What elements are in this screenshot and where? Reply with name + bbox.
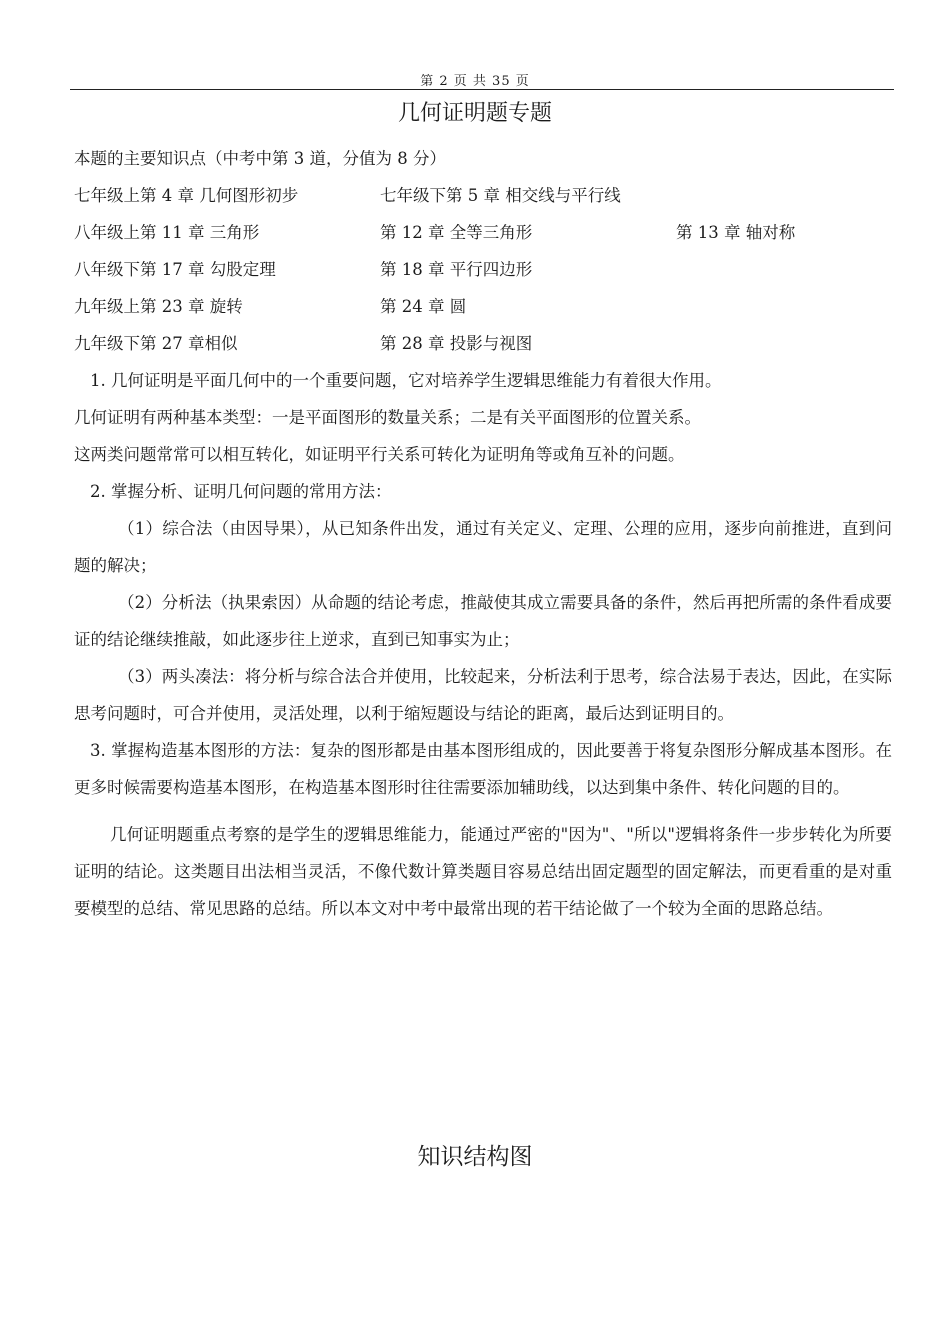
chapter-cell: 九年级下第 27 章相似 [74, 334, 238, 353]
chapter-cell: 七年级上第 4 章 几何图形初步 [74, 186, 299, 205]
method-2: （2）分析法（执果索因）从命题的结论考虑，推敲使其成立需要具备的条件，然后再把所需的条件看成要证的结论继续推敲，如此逐步往上逆求，直到已知事实为止； [74, 593, 892, 649]
document-title: 几何证明题专题 [397, 101, 552, 126]
chapter-row [74, 251, 892, 288]
chapter-cell: 九年级上第 23 章 旋转 [74, 297, 243, 316]
intro-line: 本题的主要知识点（中考中第 3 道，分值为 8 分） [74, 149, 446, 168]
point-1-line-3: 这两类问题常常可以相互转化，如证明平行关系可转化为证明角等或角互补的问题。 [74, 445, 685, 464]
point-1: 1. 几何证明是平面几何中的一个重要问题，它对培养学生逻辑思维能力有着很大作用。 [90, 371, 722, 390]
method-1: （1）综合法（由因导果），从已知条件出发，通过有关定义、定理、公理的应用，逐步向前推进，直到问题的解决； [74, 519, 892, 575]
section-title: 知识结构图 [417, 1144, 533, 1170]
chapter-cell: 第 13 章 轴对称 [676, 223, 796, 242]
point-2: 2. 掌握分析、证明几何问题的常用方法： [90, 482, 392, 501]
point-3: 3. 掌握构造基本图形的方法：复杂的图形都是由基本图形组成的，因此要善于将复杂图形分解成基本图形。在更多时候需要构造基本图形，在构造基本图形时往往需要添加辅助线，以达到集中条件、转化问题的目的。 [74, 741, 892, 797]
paragraph-gap [74, 806, 892, 816]
chapter-cell: 第 28 章 投影与视图 [380, 334, 533, 353]
document-body [74, 140, 892, 927]
method-3: （3）两头凑法：将分析与综合法合并使用，比较起来，分析法利于思考，综合法易于表达，因此，在实际思考问题时，可合并使用，灵活处理，以利于缩短题设与结论的距离，最后达到证明目的。 [74, 667, 892, 723]
chapter-row [74, 177, 892, 214]
chapter-cell: 第 18 章 平行四边形 [380, 260, 533, 279]
chapter-row [74, 288, 892, 325]
chapter-cell: 七年级下第 5 章 相交线与平行线 [380, 186, 621, 205]
chapter-cell: 第 12 章 全等三角形 [380, 223, 533, 242]
page-number-header: 第 2 页 共 35 页 [420, 74, 530, 89]
chapter-row [74, 325, 892, 362]
chapter-cell: 第 24 章 圆 [380, 297, 467, 316]
chapter-cell: 八年级上第 11 章 三角形 [74, 223, 260, 242]
chapter-row [74, 214, 892, 251]
summary-paragraph: 几何证明题重点考察的是学生的逻辑思维能力，能通过严密的"因为"、"所以"逻辑将条件一步步转化为所要证明的结论。这类题目出法相当灵活，不像代数计算类题目容易总结出固定题型的固定解法，而更看重的是对重要模型的总结、常见思路的总结。所以本文对中考中最常出现的若干结论做了一个较为全面的思路总结。 [74, 825, 892, 918]
header-divider [70, 89, 894, 90]
chapter-cell: 八年级下第 17 章 勾股定理 [74, 260, 276, 279]
point-1-line-2: 几何证明有两种基本类型：一是平面图形的数量关系；二是有关平面图形的位置关系。 [74, 408, 701, 427]
